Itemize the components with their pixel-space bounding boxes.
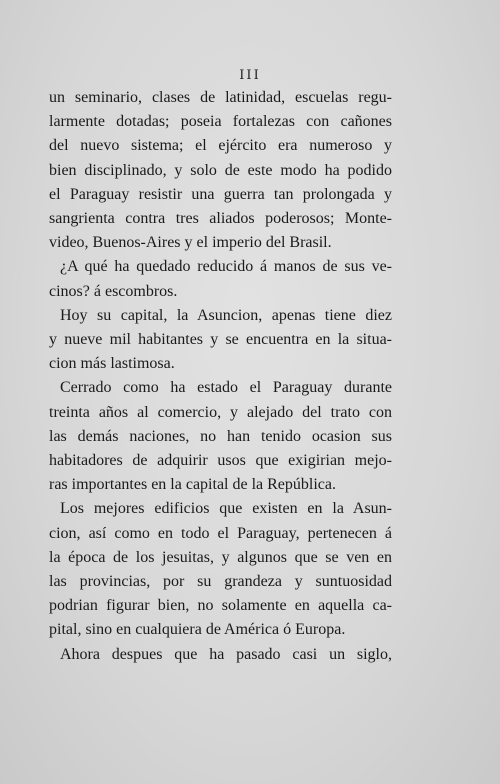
text-line: el Paraguay resistir una guerra tan prolongada y bbox=[49, 185, 392, 203]
text-line: cinos? á escombros. bbox=[49, 282, 178, 300]
text-line: Hoy su capital, la Asuncion, apenas tiene diez bbox=[60, 306, 392, 324]
page-number: III bbox=[239, 68, 261, 83]
text-line: Cerrado como ha estado el Paraguay durante bbox=[60, 379, 392, 397]
text-line: podrian figurar bien, no solamente en aquella ca- bbox=[49, 597, 392, 615]
text-line: sangrienta contra tres aliados poderosos; Monte- bbox=[49, 210, 392, 228]
text-line: larmente dotadas; poseia fortalezas con cañones bbox=[49, 113, 392, 131]
text-line: Ahora despues que ha pasado casi un siglo, bbox=[60, 645, 392, 663]
body-text bbox=[49, 86, 392, 667]
text-line: del nuevo sistema; el ejército era numeroso y bbox=[49, 137, 392, 155]
text-line: Los mejores edificios que existen en la Asun- bbox=[60, 500, 392, 518]
text-line: las provincias, por su grandeza y suntuosidad bbox=[49, 573, 392, 591]
text-line: video, Buenos-Aires y el imperio del Brasil. bbox=[49, 234, 332, 252]
text-line: y nueve mil habitantes y se encuentra en la situa- bbox=[49, 331, 392, 349]
text-line: pital, sino en cualquiera de América ó Europa. bbox=[49, 621, 346, 639]
text-line: cion más lastimosa. bbox=[49, 355, 175, 373]
text-line: cion, así como en todo el Paraguay, pertenecen á bbox=[49, 524, 392, 542]
text-line: bien disciplinado, y solo de este modo ha podido bbox=[49, 161, 392, 179]
text-line: treinta años al comercio, y alejado del trato con bbox=[49, 403, 392, 421]
text-line: la época de los jesuitas, y algunos que se ven en bbox=[49, 548, 392, 566]
text-line: ras importantes en la capital de la República. bbox=[49, 476, 336, 494]
text-line: habitadores de adquirir usos que exigirian mejo- bbox=[49, 452, 392, 470]
text-line: un seminario, clases de latinidad, escuelas regu- bbox=[49, 89, 392, 106]
text-line: las demás naciones, no han tenido ocasion sus bbox=[49, 427, 392, 445]
text-line: ¿A qué ha quedado reducido á manos de sus ve- bbox=[60, 258, 392, 276]
